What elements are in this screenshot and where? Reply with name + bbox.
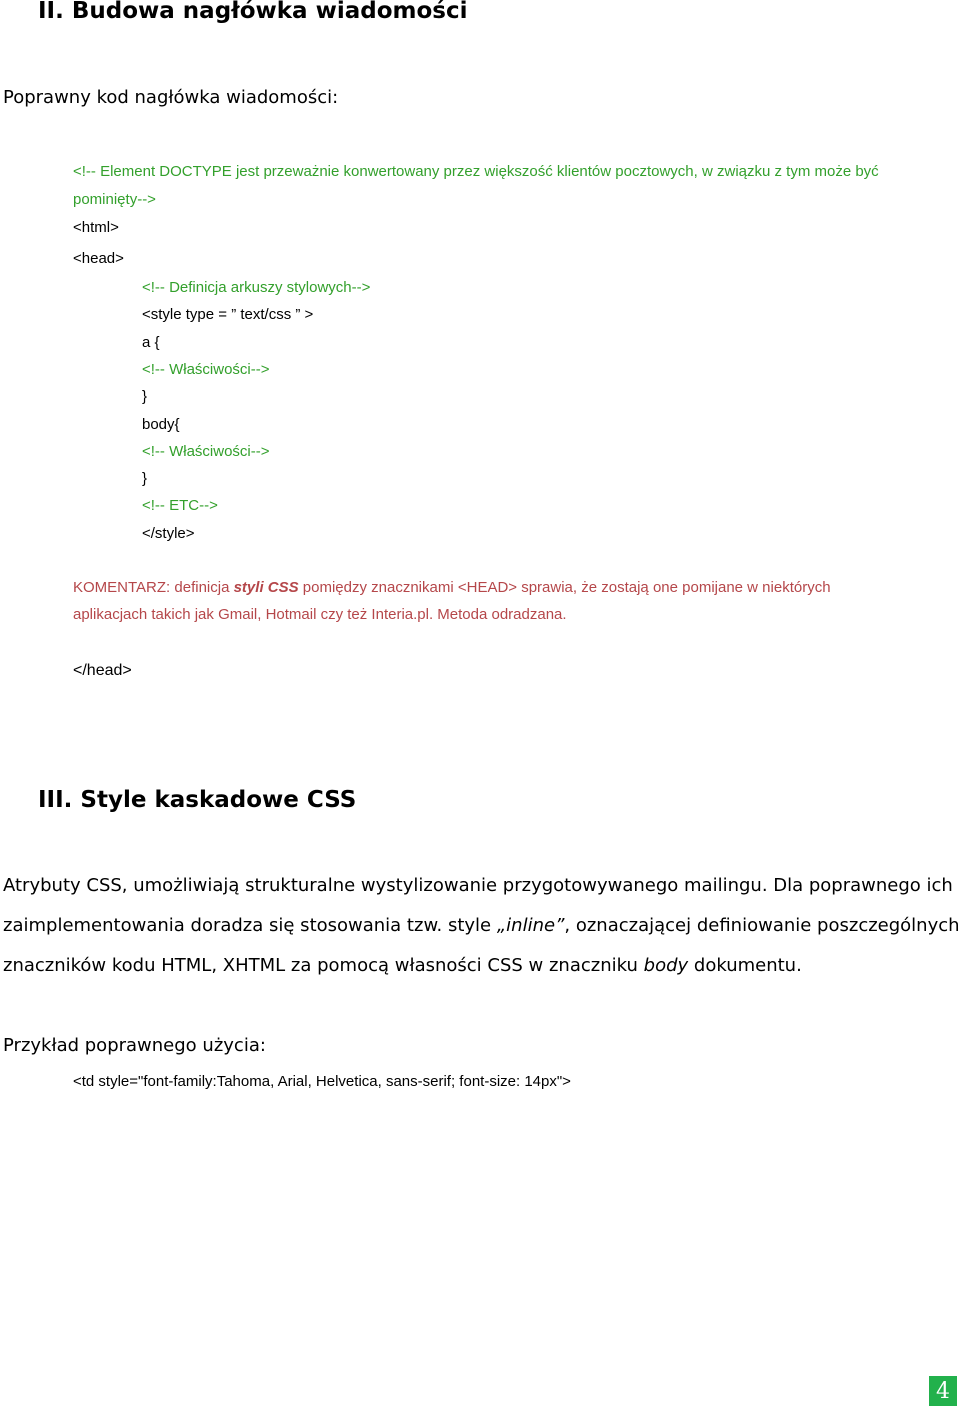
section-heading: II. Budowa nagłówka wiadomości <box>38 0 468 24</box>
comment-note-text: KOMENTARZ: definicja <box>73 579 234 596</box>
paragraph-line <box>3 957 802 975</box>
code-line: } <box>142 470 148 487</box>
comment-note <box>73 580 831 595</box>
paragraph-emphasis: „inline” <box>496 915 565 936</box>
page-number-badge: 4 <box>929 1376 957 1406</box>
paragraph-line: Atrybuty CSS, umożliwiają strukturalne wystylizowanie przygotowywanego mailingu. Dla poprawnego ich <box>3 875 953 896</box>
code-line: </head> <box>73 662 132 679</box>
intro-text: Poprawny kod nagłówka wiadomości: <box>3 87 339 108</box>
code-line: a { <box>142 334 160 351</box>
paragraph-line <box>3 917 960 935</box>
code-line: } <box>142 388 148 405</box>
comment-note-emphasis: styli CSS <box>233 579 299 596</box>
paragraph-text: znaczników kodu HTML, XHTML za pomocą własności CSS w znaczniku <box>3 955 644 976</box>
comment-note-line: aplikacjach takich jak Gmail, Hotmail czy też Interia.pl. Metoda odradzana. <box>73 606 567 623</box>
code-line: </style> <box>142 525 195 542</box>
comment-note-text: pomiędzy znacznikami <HEAD> sprawia, że zostają one pomijane w niektórych <box>298 579 831 596</box>
code-comment-line: <!-- ETC--> <box>142 497 218 514</box>
section-heading: III. Style kaskadowe CSS <box>38 787 357 813</box>
code-comment-line: pominięty--> <box>73 191 156 208</box>
code-line: <style type = ” text/css ” > <box>142 306 314 323</box>
example-code: <td style="font-family:Tahoma, Arial, Helvetica, sans-serif; font-size: 14px"> <box>73 1073 571 1090</box>
paragraph-text: dokumentu. <box>688 955 802 976</box>
example-label: Przykład poprawnego użycia: <box>3 1035 266 1056</box>
paragraph-text: zaimplementowania doradza się stosowania tzw. style <box>3 915 497 936</box>
code-comment-line: <!-- Element DOCTYPE jest przeważnie konwertowany przez większość klientów pocztowych, w związku z tym może być <box>73 163 879 180</box>
code-line: body{ <box>142 416 180 433</box>
paragraph-text: , oznaczającej definiowanie poszczególnych <box>564 915 960 936</box>
code-comment-line: <!-- Właściwości--> <box>142 361 270 378</box>
code-comment-line: <!-- Właściwości--> <box>142 443 270 460</box>
code-comment-line: <!-- Definicja arkuszy stylowych--> <box>142 279 371 296</box>
code-line: <head> <box>73 250 124 267</box>
code-line: <html> <box>73 219 119 236</box>
paragraph-emphasis: body <box>643 955 689 976</box>
